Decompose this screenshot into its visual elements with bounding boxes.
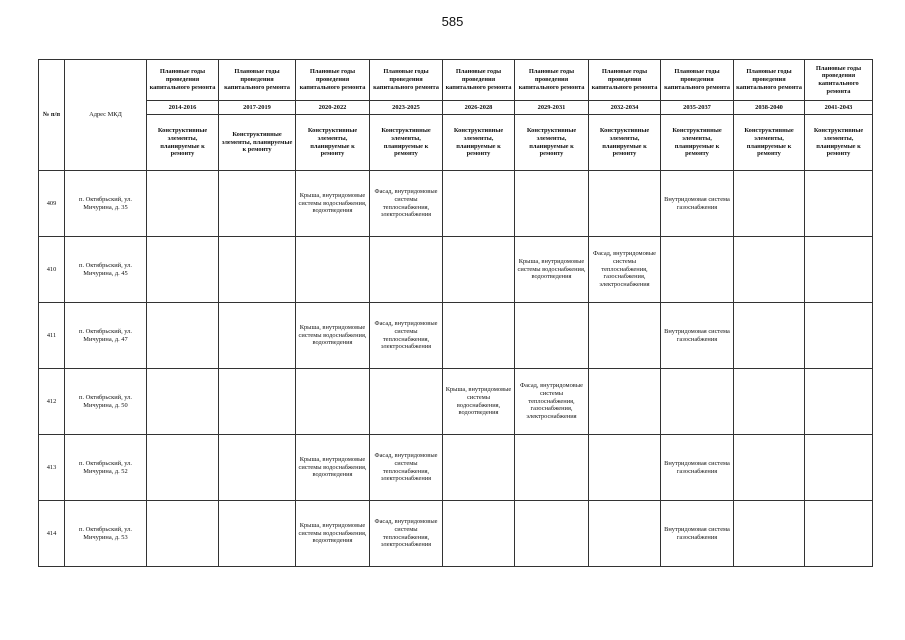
row-elements-cell — [515, 435, 589, 501]
row-elements-cell — [515, 501, 589, 567]
capital-repair-table — [38, 59, 873, 567]
row-number: 413 — [39, 435, 65, 501]
row-elements-cell: Крыша, внутридомовые системы водоснабжения, водоотведения — [296, 171, 370, 237]
row-elements-cell — [147, 369, 219, 435]
header-period-title: Плановые годы проведения капитального ремонта — [661, 60, 734, 101]
header-period-years: 2014-2016 — [147, 101, 219, 115]
header-period-title: Плановые годы проведения капитального ремонта — [589, 60, 661, 101]
row-elements-cell — [219, 501, 296, 567]
row-elements-cell — [734, 501, 805, 567]
row-elements-cell — [805, 435, 873, 501]
page-number: 585 — [441, 14, 464, 29]
row-elements-cell — [589, 171, 661, 237]
header-row-years — [39, 101, 873, 115]
row-number: 414 — [39, 501, 65, 567]
header-period-title: Плановые годы проведения капитального ремонта — [515, 60, 589, 101]
row-elements-cell — [734, 237, 805, 303]
row-elements-cell — [443, 501, 515, 567]
row-elements-cell — [219, 171, 296, 237]
row-elements-cell — [589, 435, 661, 501]
row-elements-cell — [515, 171, 589, 237]
row-elements-cell — [515, 303, 589, 369]
header-period-title: Плановые годы проведения капитального ремонта — [219, 60, 296, 101]
row-address: п. Октябрьский, ул. Мичурина, д. 52 — [65, 435, 147, 501]
row-elements-cell — [734, 303, 805, 369]
header-period-title: Плановые годы проведения капитального ремонта — [805, 60, 873, 101]
row-elements-cell — [370, 369, 443, 435]
table-row — [39, 303, 873, 369]
row-elements-cell: Фасад, внутридомовые системы теплоснабжения, электроснабжения — [370, 501, 443, 567]
row-elements-cell — [147, 435, 219, 501]
header-period-years: 2041-2043 — [805, 101, 873, 115]
header-period-elements: Конструктивные элементы, планируемые к ремонту — [661, 115, 734, 171]
header-period-elements: Конструктивные элементы, планируемые к ремонту — [805, 115, 873, 171]
row-address: п. Октябрьский, ул. Мичурина, д. 50 — [65, 369, 147, 435]
row-elements-cell: Внутридомовая система газоснабжения — [661, 303, 734, 369]
header-period-years: 2032-2034 — [589, 101, 661, 115]
table-row — [39, 237, 873, 303]
row-elements-cell — [219, 369, 296, 435]
row-elements-cell — [443, 237, 515, 303]
row-elements-cell: Крыша, внутридомовые системы водоснабжения, водоотведения — [443, 369, 515, 435]
row-elements-cell: Внутридомовая система газоснабжения — [661, 501, 734, 567]
row-elements-cell: Фасад, внутридомовые системы теплоснабжения, электроснабжения — [370, 303, 443, 369]
row-elements-cell — [661, 237, 734, 303]
row-elements-cell — [443, 435, 515, 501]
table-row — [39, 435, 873, 501]
header-period-elements: Конструктивные элементы, планируемые к ремонту — [589, 115, 661, 171]
row-elements-cell — [661, 369, 734, 435]
header-period-elements: Конструктивные элементы, планируемые к ремонту — [370, 115, 443, 171]
row-elements-cell — [734, 435, 805, 501]
row-elements-cell — [147, 501, 219, 567]
header-period-years: 2038-2040 — [734, 101, 805, 115]
header-period-title: Плановые годы проведения капитального ремонта — [734, 60, 805, 101]
row-elements-cell — [443, 303, 515, 369]
row-elements-cell — [296, 369, 370, 435]
row-address: п. Октябрьский, ул. Мичурина, д. 47 — [65, 303, 147, 369]
row-elements-cell — [589, 303, 661, 369]
header-period-years: 2023-2025 — [370, 101, 443, 115]
header-period-elements: Конструктивные элементы, планируемые к ремонту — [515, 115, 589, 171]
row-elements-cell — [443, 171, 515, 237]
row-elements-cell: Фасад, внутридомовые системы теплоснабжения, газоснабжения, электроснабжения — [589, 237, 661, 303]
row-elements-cell — [219, 237, 296, 303]
header-period-elements: Конструктивные элементы, планируемые к ремонту — [219, 115, 296, 171]
header-period-title: Плановые годы проведения капитального ремонта — [296, 60, 370, 101]
header-period-elements: Конструктивные элементы, планируемые к ремонту — [734, 115, 805, 171]
header-period-years: 2029-2031 — [515, 101, 589, 115]
header-period-years: 2017-2019 — [219, 101, 296, 115]
header-period-title: Плановые годы проведения капитального ремонта — [443, 60, 515, 101]
row-address: п. Октябрьский, ул. Мичурина, д. 35 — [65, 171, 147, 237]
row-elements-cell — [589, 501, 661, 567]
header-period-elements: Конструктивные элементы, планируемые к ремонту — [296, 115, 370, 171]
row-number: 410 — [39, 237, 65, 303]
row-elements-cell — [219, 303, 296, 369]
header-period-elements: Конструктивные элементы, планируемые к ремонту — [443, 115, 515, 171]
row-elements-cell: Внутридомовая система газоснабжения — [661, 171, 734, 237]
row-elements-cell: Крыша, внутридомовые системы водоснабжения, водоотведения — [296, 303, 370, 369]
row-elements-cell — [296, 237, 370, 303]
header-period-title: Плановые годы проведения капитального ремонта — [370, 60, 443, 101]
row-number: 411 — [39, 303, 65, 369]
header-period-title: Плановые годы проведения капитального ремонта — [147, 60, 219, 101]
header-num: № п/п — [39, 60, 65, 171]
row-elements-cell — [370, 237, 443, 303]
header-period-years: 2026-2028 — [443, 101, 515, 115]
row-elements-cell — [147, 237, 219, 303]
row-elements-cell — [589, 369, 661, 435]
table-row — [39, 171, 873, 237]
row-elements-cell — [734, 171, 805, 237]
row-elements-cell: Фасад, внутридомовые системы теплоснабжения, электроснабжения — [370, 435, 443, 501]
header-row-elements — [39, 115, 873, 171]
row-address: п. Октябрьский, ул. Мичурина, д. 53 — [65, 501, 147, 567]
row-number: 409 — [39, 171, 65, 237]
row-address: п. Октябрьский, ул. Мичурина, д. 45 — [65, 237, 147, 303]
table-row — [39, 501, 873, 567]
row-elements-cell: Внутридомовая система газоснабжения — [661, 435, 734, 501]
row-elements-cell — [805, 237, 873, 303]
row-elements-cell: Фасад, внутридомовые системы теплоснабжения, газоснабжения, электроснабжения — [515, 369, 589, 435]
table-row — [39, 369, 873, 435]
row-elements-cell — [147, 303, 219, 369]
row-elements-cell: Крыша, внутридомовые системы водоснабжения, водоотведения — [296, 501, 370, 567]
row-elements-cell: Крыша, внутридомовые системы водоснабжения, водоотведения — [296, 435, 370, 501]
header-period-elements: Конструктивные элементы, планируемые к ремонту — [147, 115, 219, 171]
row-number: 412 — [39, 369, 65, 435]
row-elements-cell — [805, 303, 873, 369]
header-row-titles — [39, 60, 873, 101]
row-elements-cell — [805, 369, 873, 435]
header-address: Адрес МКД — [65, 60, 147, 171]
row-elements-cell — [805, 171, 873, 237]
row-elements-cell — [219, 435, 296, 501]
header-period-years: 2020-2022 — [296, 101, 370, 115]
header-period-years: 2035-2037 — [661, 101, 734, 115]
row-elements-cell: Крыша, внутридомовые системы водоснабжения, водоотведения — [515, 237, 589, 303]
row-elements-cell — [147, 171, 219, 237]
row-elements-cell: Фасад, внутридомовые системы теплоснабжения, электроснабжения — [370, 171, 443, 237]
row-elements-cell — [805, 501, 873, 567]
row-elements-cell — [734, 369, 805, 435]
